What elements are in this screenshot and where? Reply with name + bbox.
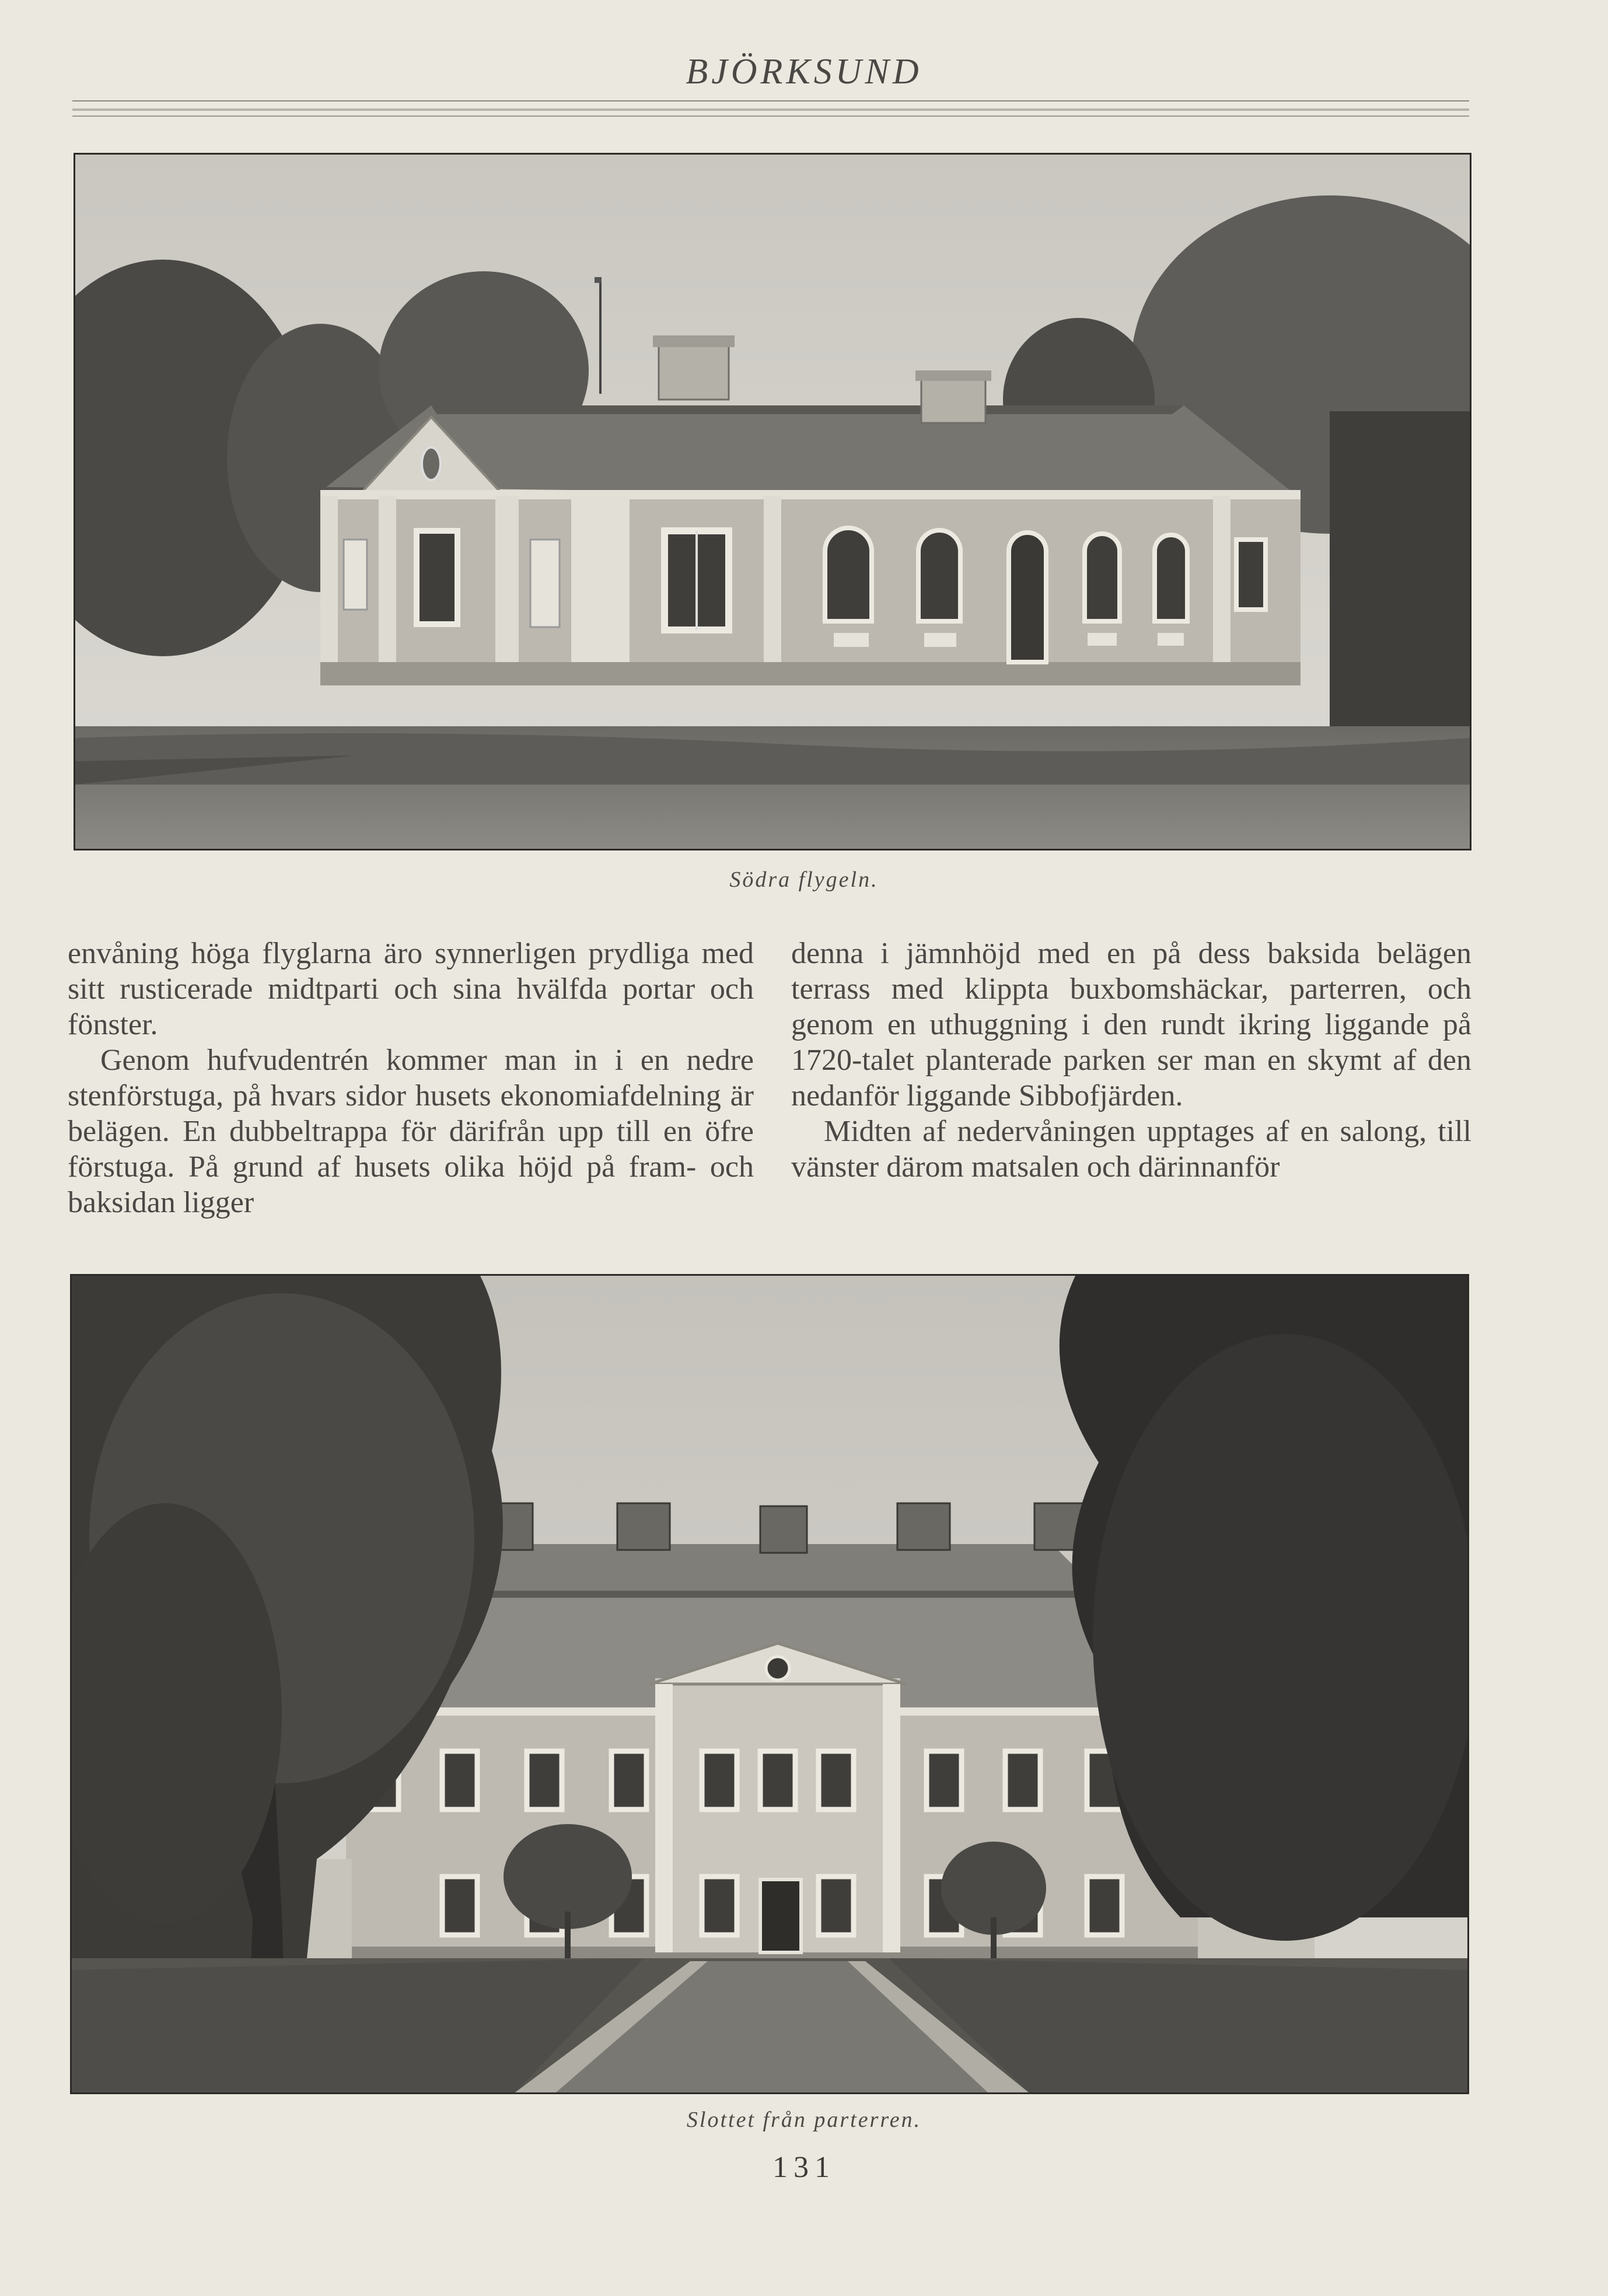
header-rule	[72, 100, 1469, 102]
paragraph: envåning höga flyglarna äro synnerligen prydliga med sitt rusticerade midtparti och sina hvälfda portar och fönster.	[68, 937, 754, 1041]
photo-south-wing	[74, 153, 1471, 850]
photo-manor-from-parterre	[70, 1274, 1469, 2094]
text-column-right	[791, 936, 1471, 1185]
paragraph: denna i jämnhöjd med en på dess baksida belägen terrass med klippta buxbomshäckar, parterren, och genom en uthuggning i den rundt ikring liggande på 1720-talet planterade parken ser man en skymt af den nedanför liggande Sibbofjärden.	[791, 937, 1471, 1112]
text-column-left	[68, 936, 754, 1220]
south-wing-illustration	[75, 155, 1470, 849]
running-head: BJÖRKSUND	[686, 52, 922, 92]
caption-manor-from-parterre: Slottet från parterren.	[686, 2108, 922, 2132]
paragraph: Genom hufvudentrén kommer man in i en nedre stenförstuga, på hvars sidor husets ekonomiafdelning är belägen. En dubbeltrappa för därifrån upp till en öfre förstuga. På grund af husets olika höjd på fram- och baksidan ligger	[68, 1044, 754, 1219]
header-rule	[72, 116, 1469, 117]
paragraph: Midten af nedervåningen upptages af en salong, till vänster därom matsalen och därinnanför	[791, 1115, 1471, 1184]
page-number: 131	[772, 2151, 836, 2184]
manor-illustration	[72, 1276, 1467, 2092]
header-rule	[72, 108, 1469, 111]
caption-south-wing: Södra flygeln.	[729, 867, 879, 892]
